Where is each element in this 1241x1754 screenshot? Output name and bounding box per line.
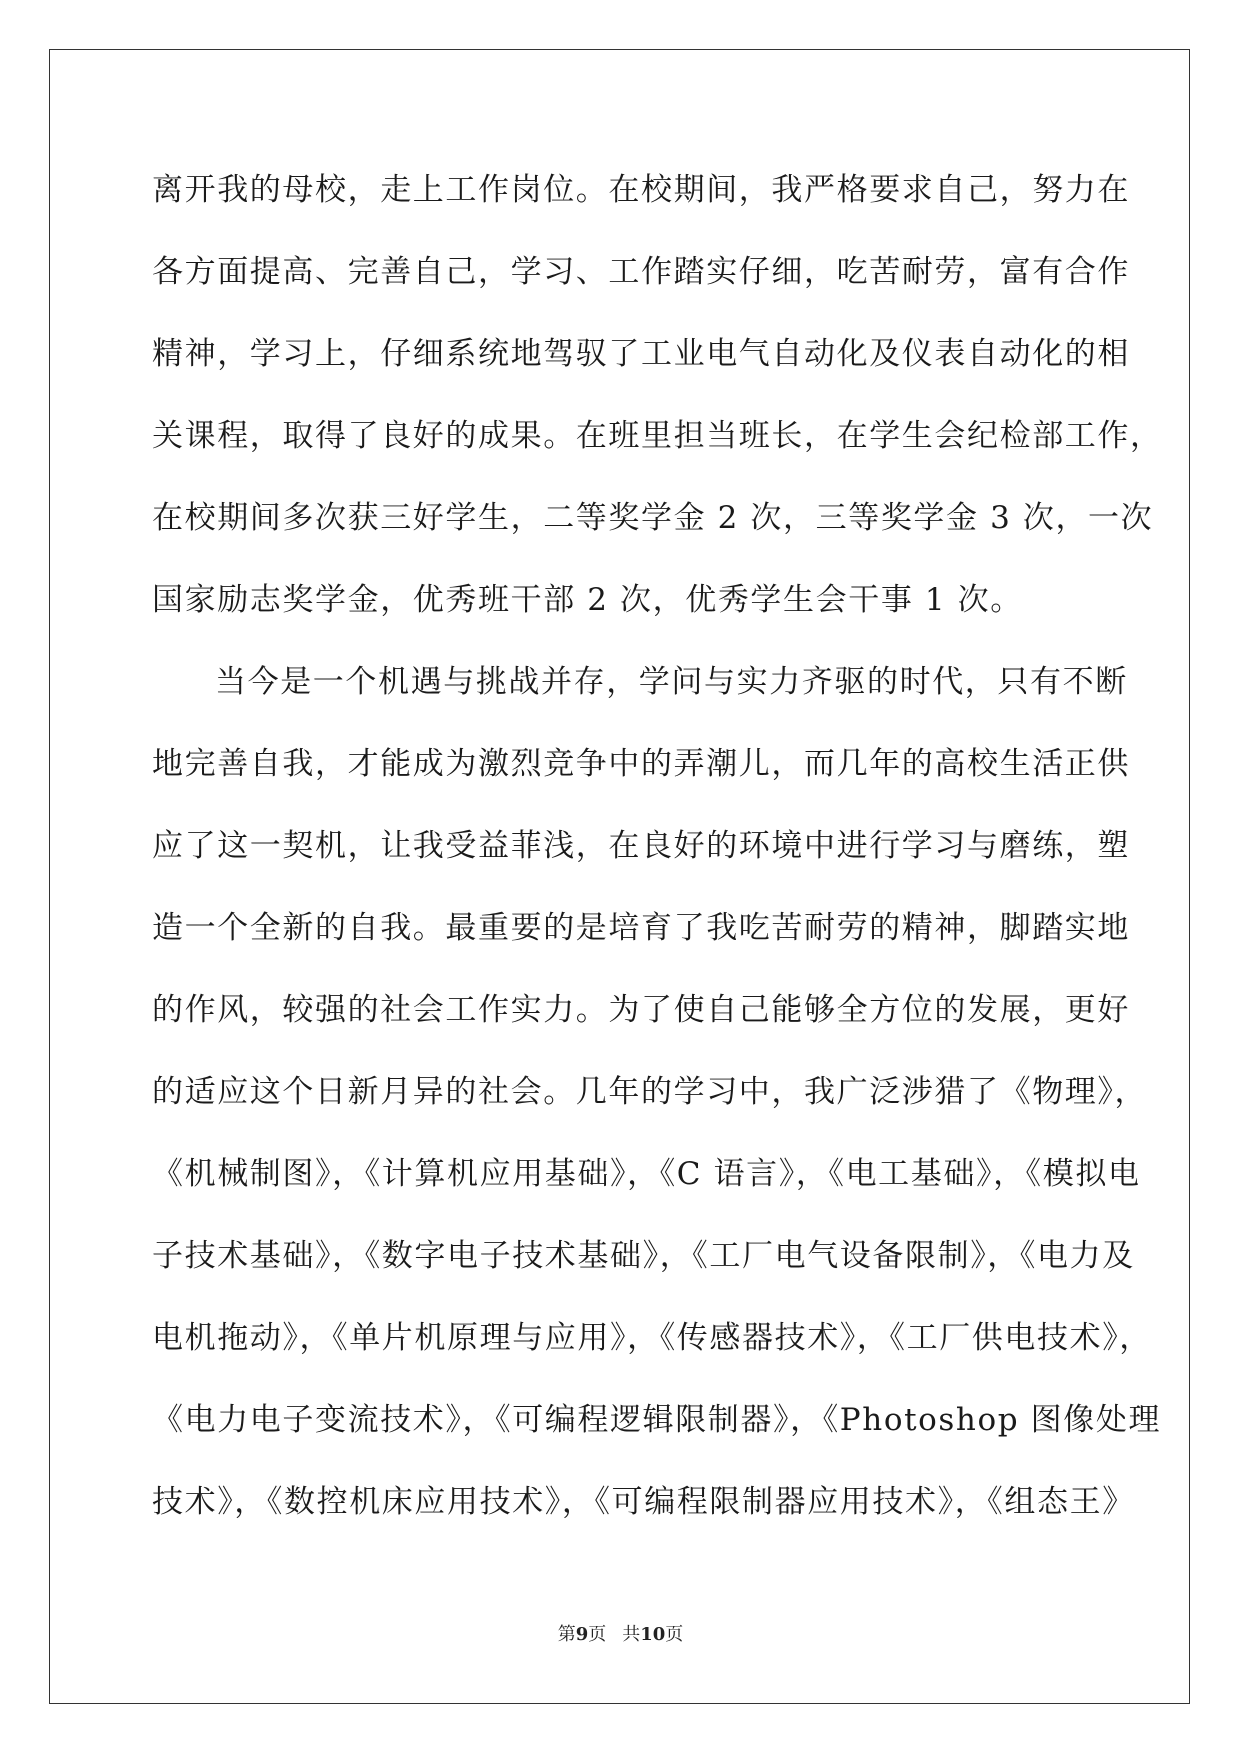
text-line: 应了这一契机，让我受益菲浅，在良好的环境中进行学习与磨练，塑 bbox=[152, 828, 1130, 864]
text-line: 子技术基础》，《数字电子技术基础》，《工厂电气设备限制》，《电力及 bbox=[152, 1238, 1135, 1274]
text-line: 地完善自我，才能成为激烈竞争中的弄潮儿，而几年的高校生活正供 bbox=[152, 746, 1130, 782]
text-line: 《电力电子变流技术》，《可编程逻辑限制器》，《Photoshop 图像处理 bbox=[152, 1402, 1162, 1438]
page-suffix: 页 bbox=[588, 1624, 607, 1645]
text-line: 造一个全新的自我。最重要的是培育了我吃苦耐劳的精神，脚踏实地 bbox=[152, 910, 1130, 946]
text-line: 电机拖动》，《单片机原理与应用》，《传感器技术》，《工厂供电技术》， bbox=[152, 1320, 1152, 1356]
text-line: 离开我的母校，走上工作岗位。在校期间，我严格要求自己，努力在 bbox=[152, 172, 1130, 208]
text-line: 各方面提高、完善自己，学习、工作踏实仔细，吃苦耐劳，富有合作 bbox=[152, 254, 1130, 290]
document-body bbox=[152, 160, 1163, 1554]
total-suffix: 页 bbox=[665, 1624, 684, 1645]
text-line: 的作风，较强的社会工作实力。为了使自己能够全方位的发展，更好 bbox=[152, 992, 1130, 1028]
text-line: 关课程，取得了良好的成果。在班里担当班长，在学生会纪检部工作， bbox=[152, 418, 1163, 454]
paragraph-first-line: 当今是一个机遇与挑战并存，学问与实力齐驱的时代，只有不断 bbox=[215, 664, 1128, 700]
text-line: 技术》，《数控机床应用技术》，《可编程限制器应用技术》，《组态王》 bbox=[152, 1484, 1135, 1520]
text-line: 国家励志奖学金，优秀班干部 2 次，优秀学生会干事 1 次。 bbox=[152, 582, 1023, 618]
text-line: 的适应这个日新月异的社会。几年的学习中，我广泛涉猎了《物理》， bbox=[152, 1074, 1148, 1110]
page-footer bbox=[0, 1620, 1241, 1646]
text-line: 精神，学习上，仔细系统地驾驭了工业电气自动化及仪表自动化的相 bbox=[152, 336, 1130, 372]
total-prefix: 共 bbox=[622, 1624, 641, 1645]
total-pages: 10 bbox=[640, 1624, 666, 1645]
text-line: 《机械制图》，《计算机应用基础》，《C 语言》，《电工基础》，《模拟电 bbox=[152, 1156, 1141, 1192]
page-prefix: 第 bbox=[557, 1624, 576, 1645]
page-number: 9 bbox=[575, 1624, 589, 1645]
text-line: 在校期间多次获三好学生，二等奖学金 2 次，三等奖学金 3 次，一次 bbox=[152, 500, 1154, 536]
